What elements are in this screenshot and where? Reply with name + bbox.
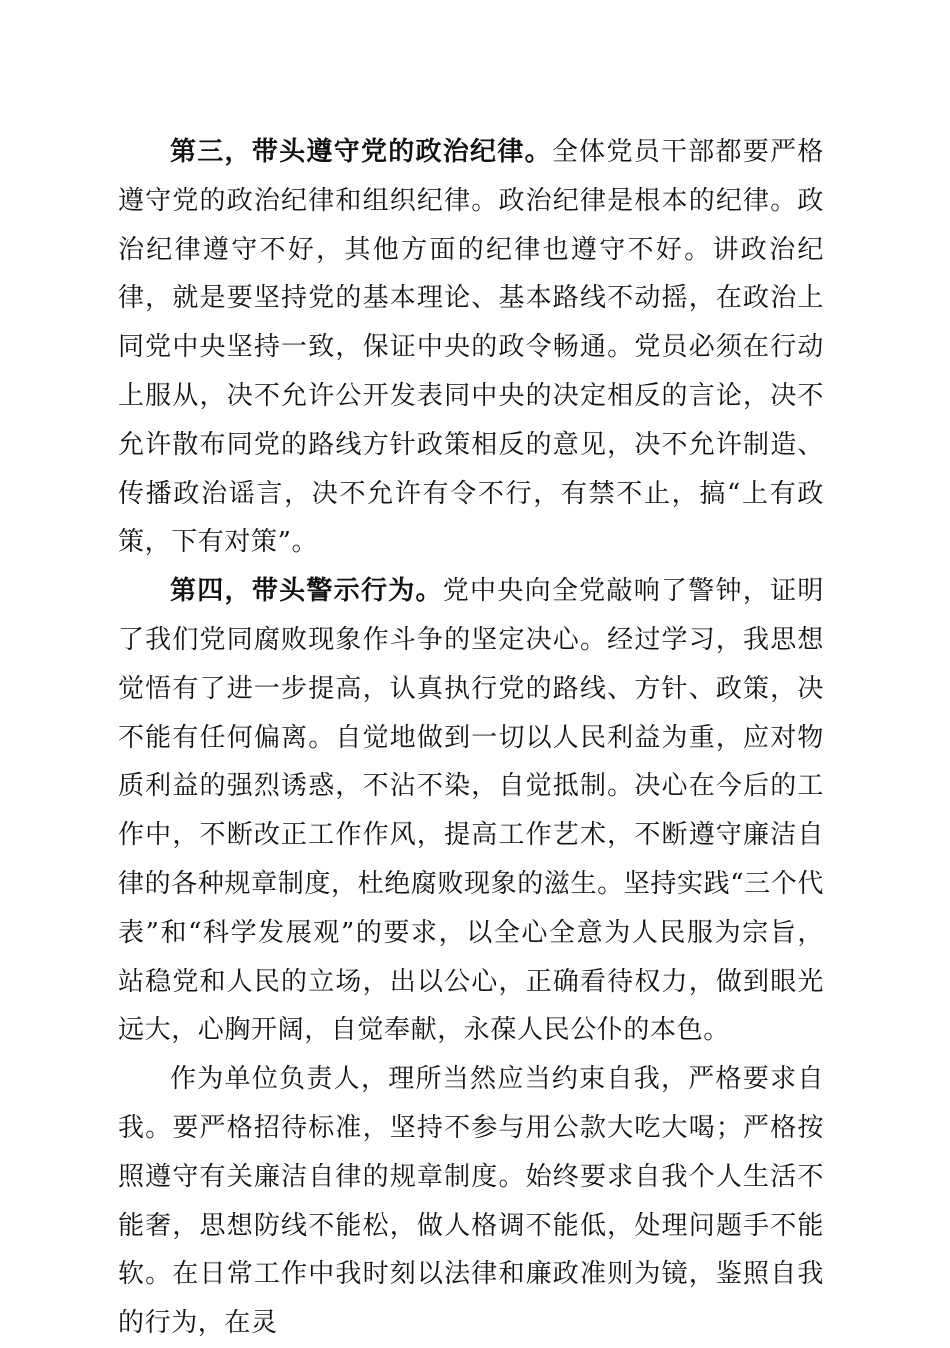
paragraph-fourth-point <box>118 567 824 1055</box>
paragraph-text: 作为单位负责人，理所当然应当约束自我，严格要求自我。要严格招待标准，坚持不参与用公款大吃大喝；严格按照遵守有关廉洁自律的规章制度。始终要求自我个人生活不能奢，思想防线不能松，做人格调不能低，处理问题手不能软。在日常工作中我时刻以法律和廉政准则为镜，鉴照自我的行为，在灵 <box>118 1064 824 1339</box>
document-body <box>118 128 824 1348</box>
paragraph-third-point <box>118 128 824 567</box>
paragraph-text: 党中央向全党敲响了警钟，证明了我们党同腐败现象作斗争的坚定决心。经过学习，我思想觉悟有了进一步提高，认真执行党的路线、方针、政策，决不能有任何偏离。自觉地做到一切以人民利益为重，应对物质利益的强烈诱惑，不沾不染，自觉抵制。决心在今后的工作中，不断改正工作作风，提高工作艺术，不断遵守廉洁自律的各种规章制度，杜绝腐败现象的滋生。坚持实践“三个代表”和“科学发展观”的要求，以全心全意为人民服为宗旨，站稳党和人民的立场，出以公心，正确看待权力，做到眼光远大，心胸开阔，自觉奉献，永葆人民公仆的本色。 <box>118 576 824 1046</box>
paragraph-text: 全体党员干部都要严格遵守党的政治纪律和组织纪律。政治纪律是根本的纪律。政治纪律遵守不好，其他方面的纪律也遵守不好。讲政治纪律，就是要坚持党的基本理论、基本路线不动摇，在政治上同党中央坚持一致，保证中央的政令畅通。党员必须在行动上服从，决不允许公开发表同中央的决定相反的言论，决不允许散布同党的路线方针政策相反的意见，决不允许制造、传播政治谣言，决不允许有令不行，有禁不止，搞“上有政策，下有对策”。 <box>118 137 824 558</box>
paragraph-heading: 第四，带头警示行为。 <box>170 576 443 607</box>
paragraph-unit-leader <box>118 1055 824 1348</box>
paragraph-heading: 第三，带头遵守党的政治纪律。 <box>170 137 552 167</box>
